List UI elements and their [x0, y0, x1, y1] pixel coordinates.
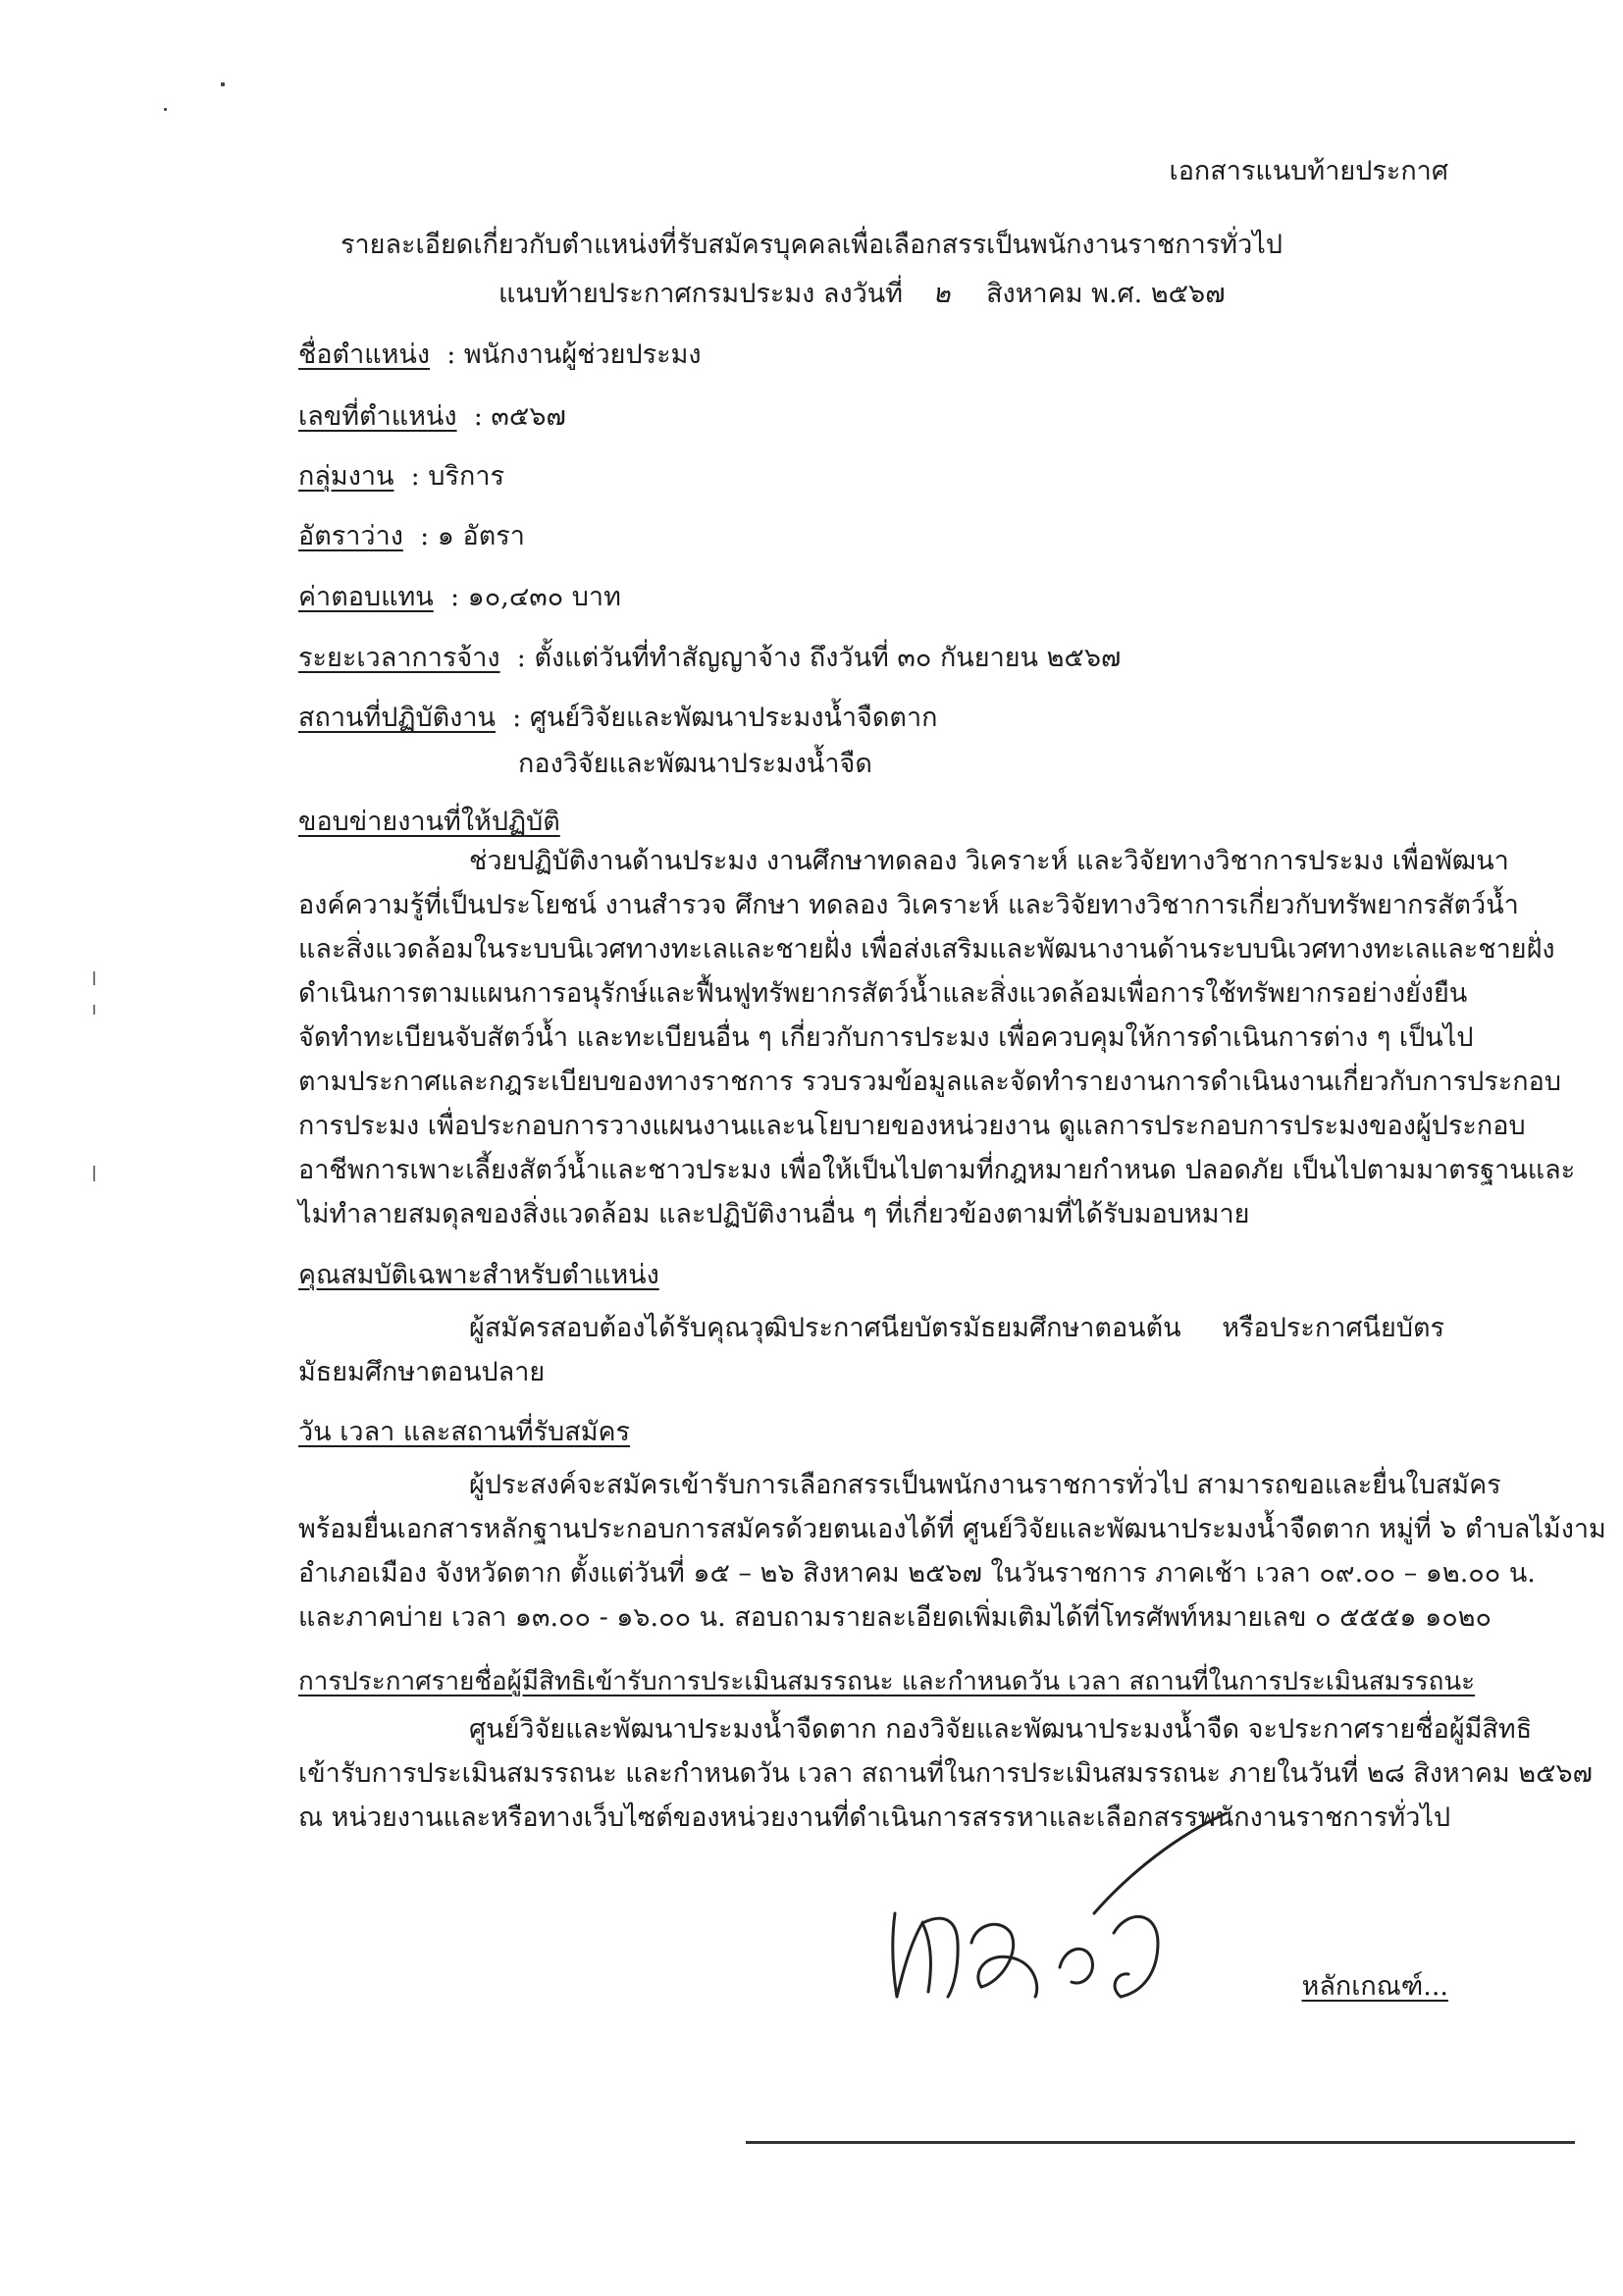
title-date-day: ๒: [932, 279, 951, 309]
field-work-group: [298, 457, 504, 496]
scope-line: ช่วยปฏิบัติงานด้านประมง งานศึกษาทดลอง วิเคราะห์ และวิจัยทางวิชาการประมง เพื่อพัฒนา: [469, 846, 1509, 876]
workplace-label: สถานที่ปฏิบัติงาน: [298, 703, 496, 733]
announcement-line: เข้ารับการประเมินสมรรถนะ และกำหนดวัน เวลา สถานที่ในการประเมินสมรรถนะ ภายในวันที่ ๒๘ สิงหาคม ๒๕๖๗: [298, 1758, 1593, 1789]
qualifications-line: ผู้สมัครสอบต้องได้รับคุณวุฒิประกาศนียบัตรมัธยมศึกษาตอนต้น หรือประกาศนียบัตร: [469, 1313, 1444, 1343]
scope-line: องค์ความรู้ที่เป็นประโยชน์ งานสำรวจ ศึกษา ทดลอง วิเคราะห์ และวิจัยทางวิชาการเกี่ยวกับทรัพยากรสัตว์น้ำ: [298, 890, 1519, 920]
scope-line: ดำเนินการตามแผนการอนุรักษ์และฟื้นฟูทรัพยากรสัตว์น้ำและสิ่งแวดล้อมเพื่อการใช้ทรัพยากรอย่างยั่งยืน: [298, 978, 1468, 1009]
application-line: พร้อมยื่นเอกสารหลักฐานประกอบการสมัครด้วยตนเองได้ที่ ศูนย์วิจัยและพัฒนาประมงน้ำจืดตาก หมู่ที่ ๖ ตำบลไม้งาม: [298, 1514, 1606, 1544]
group-value: : บริการ: [410, 461, 505, 492]
workplace-value-1: : ศูนย์วิจัยและพัฒนาประมงน้ำจืดตาก: [512, 703, 938, 733]
qualifications-line: มัธยมศึกษาตอนปลาย: [298, 1357, 546, 1387]
bottom-rule: [746, 2141, 1575, 2144]
field-position: [298, 336, 702, 375]
scope-line: จัดทำทะเบียนจับสัตว์น้ำ และทะเบียนอื่น ๆ เกี่ยวกับการประมง เพื่อควบคุมให้การดำเนินการต่าง ๆ เป็นไป: [298, 1022, 1474, 1053]
handwritten-signature: [864, 1796, 1276, 2031]
period-label: ระยะเวลาการจ้าง: [298, 643, 500, 673]
position-label: ชื่อตำแหน่ง: [298, 339, 431, 370]
field-vacancy: [298, 517, 525, 556]
scope-line: ไม่ทำลายสมดุลของสิ่งแวดล้อม และปฏิบัติงานอื่น ๆ ที่เกี่ยวข้องตามที่ได้รับมอบหมาย: [298, 1199, 1250, 1229]
field-position-number: [298, 397, 566, 437]
field-workplace: [298, 699, 937, 738]
continued-label: หลักเกณฑ์...: [1301, 1971, 1448, 2002]
announcement-line: ศูนย์วิจัยและพัฒนาประมงน้ำจืดตาก กองวิจัยและพัฒนาประมงน้ำจืด จะประกาศรายชื่อผู้มีสิทธิ: [469, 1714, 1533, 1745]
scope-line: ตามประกาศและกฎระเบียบของทางราชการ รวบรวมข้อมูลและจัดทำรายงานการดำเนินงานเกี่ยวกับการประกอบ: [298, 1067, 1561, 1097]
title-line2-prefix: แนบท้ายประกาศกรมประมง ลงวันที่: [498, 279, 904, 309]
margin-marks: [93, 971, 95, 1187]
scope-line: อาชีพการเพาะเลี้ยงสัตว์น้ำและชาวประมง เพื่อให้เป็นไปตามที่กฎหมายกำหนด ปลอดภัย เป็นไปตามมาตรฐานและ: [298, 1155, 1576, 1185]
announcement-line: ณ หน่วยงานและหรือทางเว็บไซต์ของหน่วยงานที่ดำเนินการสรรหาและเลือกสรรพนักงานราชการทั่วไป: [298, 1802, 1451, 1833]
position-value: : พนักงานผู้ช่วยประมง: [446, 339, 702, 370]
scope-line: และสิ่งแวดล้อมในระบบนิเวศทางทะเลและชายฝั่ง เพื่อส่งเสริมและพัฒนางานด้านระบบนิเวศทางทะเลและชายฝั่ง: [298, 934, 1555, 965]
period-value: : ตั้งแต่วันที่ทำสัญญาจ้าง ถึงวันที่ ๓๐ กันยายน ๒๕๖๗: [516, 643, 1122, 673]
pay-label: ค่าตอบแทน: [298, 582, 434, 612]
application-heading: วัน เวลา และสถานที่รับสมัคร: [298, 1417, 631, 1447]
vacancy-label: อัตราว่าง: [298, 521, 403, 551]
document-title-line1: รายละเอียดเกี่ยวกับตำแหน่งที่รับสมัครบุคคลเพื่อเลือกสรรเป็นพนักงานราชการทั่วไป: [340, 230, 1283, 260]
scope-line: การประมง เพื่อประกอบการวางแผนงานและนโยบายของหน่วยงาน ดูแลการประกอบการประมงของผู้ประกอบ: [298, 1111, 1526, 1141]
announcement-heading: การประกาศรายชื่อผู้มีสิทธิเข้ารับการประเมินสมรรถนะ และกำหนดวัน เวลา สถานที่ในการประเมินสมรรถนะ: [298, 1667, 1476, 1696]
qualifications-heading: คุณสมบัติเฉพาะสำหรับตำแหน่ง: [298, 1260, 659, 1290]
attachment-label: เอกสารแนบท้ายประกาศ: [1169, 156, 1448, 186]
workplace-value-2: กองวิจัยและพัฒนาประมงน้ำจืด: [518, 749, 872, 779]
vacancy-value: : ๑ อัตรา: [420, 521, 525, 551]
field-employment-period: [298, 639, 1121, 678]
pay-value: : ๑๐,๔๓๐ บาท: [449, 582, 621, 612]
scope-heading: ขอบข่ายงานที่ให้ปฏิบัติ: [298, 807, 560, 837]
title-line2-suffix: สิงหาคม พ.ศ. ๒๕๖๗: [986, 279, 1226, 309]
application-line: ผู้ประสงค์จะสมัครเข้ารับการเลือกสรรเป็นพนักงานราชการทั่วไป สามารถขอและยื่นใบสมัคร: [469, 1470, 1501, 1500]
number-label: เลขที่ตำแหน่ง: [298, 401, 457, 432]
group-label: กลุ่มงาน: [298, 461, 394, 492]
application-line: อำเภอเมือง จังหวัดตาก ตั้งแต่วันที่ ๑๕ – ๒๖ สิงหาคม ๒๕๖๗ ในวันราชการ ภาคเช้า เวลา ๐๙.๐๐ – ๑๒.๐๐ น.: [298, 1558, 1536, 1589]
field-compensation: [298, 578, 621, 617]
application-line: และภาคบ่าย เวลา ๑๓.๐๐ - ๑๖.๐๐ น. สอบถามรายละเอียดเพิ่มเติมได้ที่โทรศัพท์หมายเลข ๐ ๕๕๕๑ ๑๐๒๐: [298, 1602, 1492, 1633]
document-title-line2: [498, 275, 1226, 314]
number-value: : ๓๕๖๗: [473, 401, 566, 432]
